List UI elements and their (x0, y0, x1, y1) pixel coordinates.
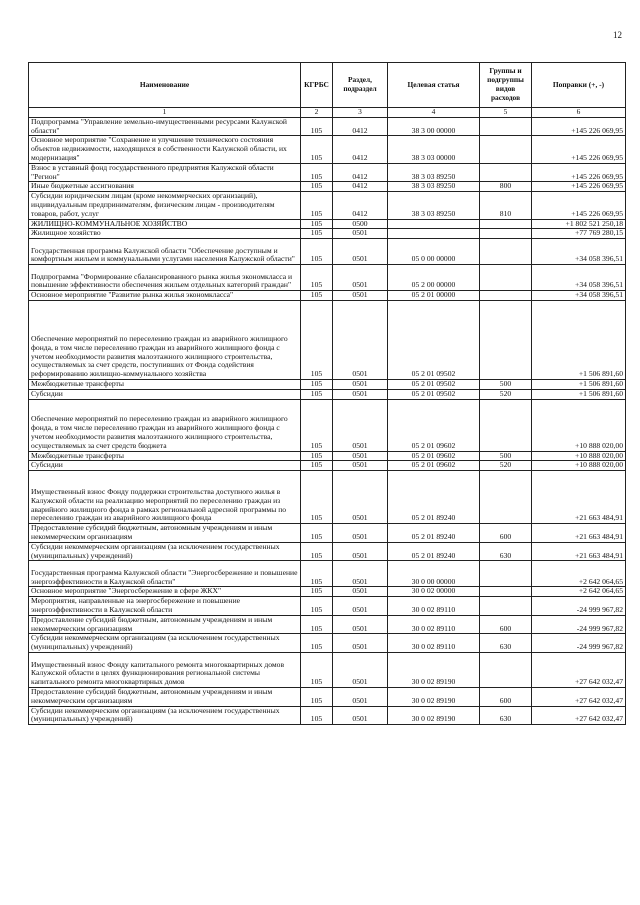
row-amount: +145 226 069,95 (532, 117, 626, 136)
row-kgrbs: 105 (301, 524, 333, 543)
row-target: 30 0 02 89110 (388, 597, 480, 616)
row-amount: +34 058 396,51 (532, 291, 626, 301)
row-section: 0501 (333, 239, 388, 265)
row-name: Субсидии (29, 461, 301, 471)
row-target: 05 2 01 09602 (388, 451, 480, 461)
row-amount: +1 506 891,60 (532, 300, 626, 379)
row-kgrbs: 105 (301, 687, 333, 706)
row-name: Подпрограмма "Формирование сбалансированного рынка жилья экономкласса и повышение эффективности обеспечения жильем отдельных категорий граждан" (29, 265, 301, 291)
row-kgrbs: 105 (301, 163, 333, 182)
column-number: 1 (29, 108, 301, 118)
row-name: Государственная программа Калужской области "Обеспечение доступным и комфортным жильем и коммунальными услугами населения Калужской области" (29, 239, 301, 265)
row-expense-group (480, 300, 532, 379)
row-expense-group: 630 (480, 634, 532, 653)
row-kgrbs: 105 (301, 542, 333, 561)
row-name: Мероприятия, направленные на энергосбережение и повышение энергоэффективности в Калужской области (29, 597, 301, 616)
row-expense-group: 800 (480, 182, 532, 192)
row-amount: +145 226 069,95 (532, 136, 626, 163)
row-amount: +27 642 032,47 (532, 687, 626, 706)
header-expense-group: Группы и подгруппы видов расходов (480, 63, 532, 108)
row-kgrbs: 105 (301, 561, 333, 587)
row-target: 30 0 02 89190 (388, 687, 480, 706)
table-row (29, 219, 626, 229)
row-expense-group: 500 (480, 379, 532, 389)
row-kgrbs: 105 (301, 229, 333, 239)
row-expense-group: 630 (480, 706, 532, 725)
row-kgrbs: 105 (301, 136, 333, 163)
row-section: 0412 (333, 192, 388, 219)
row-section: 0501 (333, 389, 388, 399)
row-target: 30 0 00 00000 (388, 561, 480, 587)
header-section: Раздел, подраздел (333, 63, 388, 108)
row-kgrbs: 105 (301, 379, 333, 389)
row-kgrbs: 105 (301, 239, 333, 265)
row-section: 0501 (333, 265, 388, 291)
column-number: 2 (301, 108, 333, 118)
table-row (29, 524, 626, 543)
row-section: 0501 (333, 524, 388, 543)
row-name: Основное мероприятие "Сохранение и улучшение технического состояния объектов недвижимости, находящихся в собственности Калужской области, их модернизация" (29, 136, 301, 163)
row-name: Предоставление субсидий бюджетным, автономным учреждениям и иным некоммерческим организациям (29, 687, 301, 706)
row-section: 0501 (333, 461, 388, 471)
row-section: 0501 (333, 471, 388, 524)
row-expense-group (480, 163, 532, 182)
row-name: Обеспечение мероприятий по переселению граждан из аварийного жилищного фонда, в том числе переселению граждан из аварийного жилищного фонда с учетом необходимости развития малоэтажного жилищного строительства, осуществляемых за счет средств, поступивших от Фонда содействия реформированию жилищно-коммунального хозяйства (29, 300, 301, 379)
row-target: 30 0 02 00000 (388, 587, 480, 597)
row-amount: +145 226 069,95 (532, 163, 626, 182)
row-expense-group (480, 597, 532, 616)
row-kgrbs: 105 (301, 706, 333, 725)
row-expense-group (480, 239, 532, 265)
row-name: Государственная программа Калужской области "Энергосбережение и повышение энергоэффективности в Калужской области" (29, 561, 301, 587)
row-amount: +34 058 396,51 (532, 239, 626, 265)
row-section: 0501 (333, 542, 388, 561)
row-expense-group: 520 (480, 389, 532, 399)
row-target: 05 2 01 09602 (388, 399, 480, 451)
row-kgrbs: 105 (301, 471, 333, 524)
table-row (29, 451, 626, 461)
row-kgrbs: 105 (301, 652, 333, 687)
row-section: 0412 (333, 163, 388, 182)
table-row (29, 706, 626, 725)
table-row (29, 163, 626, 182)
row-amount: +21 663 484,91 (532, 471, 626, 524)
row-expense-group (480, 265, 532, 291)
row-target: 05 2 01 09502 (388, 300, 480, 379)
row-expense-group: 810 (480, 192, 532, 219)
row-expense-group: 520 (480, 461, 532, 471)
header-kgrbs: КГРБС (301, 63, 333, 108)
table-row (29, 300, 626, 379)
row-target: 38 3 03 00000 (388, 136, 480, 163)
row-name: Субсидии юридическим лицам (кроме некоммерческих организаций), индивидуальным предпринимателям, физическим лицам - производителям товаров, работ, услуг (29, 192, 301, 219)
row-amount: +10 888 020,00 (532, 461, 626, 471)
row-kgrbs: 105 (301, 634, 333, 653)
row-target: 30 0 02 89110 (388, 615, 480, 634)
row-expense-group (480, 136, 532, 163)
row-section: 0501 (333, 379, 388, 389)
row-expense-group (480, 399, 532, 451)
table-row (29, 239, 626, 265)
row-target: 05 2 01 00000 (388, 291, 480, 301)
row-section: 0500 (333, 219, 388, 229)
row-amount: +21 663 484,91 (532, 542, 626, 561)
row-amount: -24 999 967,82 (532, 615, 626, 634)
row-target (388, 229, 480, 239)
row-target: 30 0 02 89110 (388, 634, 480, 653)
row-amount: +10 888 020,00 (532, 451, 626, 461)
row-kgrbs: 105 (301, 587, 333, 597)
row-name: Взнос в уставный фонд государственного предприятия Калужской области "Регион" (29, 163, 301, 182)
row-section: 0501 (333, 229, 388, 239)
header-row (29, 63, 626, 108)
header-target: Целевая статья (388, 63, 480, 108)
row-kgrbs: 105 (301, 291, 333, 301)
table-row (29, 399, 626, 451)
row-amount: +145 226 069,95 (532, 182, 626, 192)
table-row (29, 634, 626, 653)
row-section: 0501 (333, 634, 388, 653)
row-target: 30 0 02 89190 (388, 706, 480, 725)
row-kgrbs: 105 (301, 615, 333, 634)
row-amount: +145 226 069,95 (532, 192, 626, 219)
header-amendments: Поправки (+, -) (532, 63, 626, 108)
table-row (29, 561, 626, 587)
column-number: 4 (388, 108, 480, 118)
row-expense-group (480, 652, 532, 687)
row-name: ЖИЛИЩНО-КОММУНАЛЬНОЕ ХОЗЯЙСТВО (29, 219, 301, 229)
row-amount: +10 888 020,00 (532, 399, 626, 451)
row-name: Субсидии некоммерческим организациям (за исключением государственных (муниципальных) учреждений) (29, 542, 301, 561)
row-amount: -24 999 967,82 (532, 597, 626, 616)
row-section: 0412 (333, 136, 388, 163)
row-amount: +27 642 032,47 (532, 706, 626, 725)
page-number: 12 (613, 30, 622, 40)
row-section: 0501 (333, 587, 388, 597)
row-expense-group: 630 (480, 542, 532, 561)
row-target (388, 219, 480, 229)
table-body (29, 117, 626, 724)
row-expense-group (480, 229, 532, 239)
row-target: 05 2 01 89240 (388, 471, 480, 524)
row-kgrbs: 105 (301, 219, 333, 229)
row-kgrbs: 105 (301, 182, 333, 192)
row-amount: +34 058 396,51 (532, 265, 626, 291)
row-amount: +77 769 280,15 (532, 229, 626, 239)
row-expense-group (480, 117, 532, 136)
table-row (29, 192, 626, 219)
row-amount: +1 506 891,60 (532, 379, 626, 389)
row-section: 0501 (333, 300, 388, 379)
table-row (29, 229, 626, 239)
row-amount: +2 642 064,65 (532, 587, 626, 597)
row-target: 05 2 00 00000 (388, 265, 480, 291)
table-row (29, 652, 626, 687)
row-amount: +1 506 891,60 (532, 389, 626, 399)
table-row (29, 389, 626, 399)
row-section: 0501 (333, 706, 388, 725)
row-expense-group (480, 219, 532, 229)
row-name: Субсидии (29, 389, 301, 399)
row-kgrbs: 105 (301, 192, 333, 219)
row-name: Предоставление субсидий бюджетным, автономным учреждениям и иным некоммерческим организациям (29, 524, 301, 543)
table-row (29, 379, 626, 389)
row-expense-group: 500 (480, 451, 532, 461)
row-section: 0501 (333, 652, 388, 687)
row-name: Основное мероприятие "Энергосбережение в сфере ЖКХ" (29, 587, 301, 597)
row-amount: +2 642 064,65 (532, 561, 626, 587)
row-kgrbs: 105 (301, 300, 333, 379)
row-amount: +1 802 521 250,18 (532, 219, 626, 229)
column-number-row (29, 108, 626, 118)
row-name: Жилищное хозяйство (29, 229, 301, 239)
header-name: Наименование (29, 63, 301, 108)
row-expense-group: 600 (480, 615, 532, 634)
row-target: 05 2 01 09502 (388, 379, 480, 389)
row-name: Иные бюджетные ассигнования (29, 182, 301, 192)
row-expense-group (480, 471, 532, 524)
row-target: 38 3 00 00000 (388, 117, 480, 136)
row-name: Основное мероприятие "Развитие рынка жилья экономкласса" (29, 291, 301, 301)
row-name: Имущественный взнос Фонду поддержки строительства доступного жилья в Калужской области на реализацию мероприятий по переселению граждан из аварийного жилищного фонда в рамках региональной адресной программы по переселению граждан из аварийного жилищного фонда (29, 471, 301, 524)
row-kgrbs: 105 (301, 451, 333, 461)
column-number: 6 (532, 108, 626, 118)
table-row (29, 291, 626, 301)
row-kgrbs: 105 (301, 117, 333, 136)
row-target: 05 2 01 09602 (388, 461, 480, 471)
row-section: 0501 (333, 291, 388, 301)
row-amount: +21 663 484,91 (532, 524, 626, 543)
row-kgrbs: 105 (301, 597, 333, 616)
row-section: 0501 (333, 687, 388, 706)
row-kgrbs: 105 (301, 461, 333, 471)
row-expense-group (480, 587, 532, 597)
budget-table (28, 62, 626, 725)
row-section: 0501 (333, 561, 388, 587)
table-row (29, 542, 626, 561)
row-target: 05 2 01 89240 (388, 542, 480, 561)
row-target: 38 3 03 89250 (388, 192, 480, 219)
table-row (29, 597, 626, 616)
table-row (29, 615, 626, 634)
table-row (29, 265, 626, 291)
row-section: 0501 (333, 615, 388, 634)
table-row (29, 687, 626, 706)
row-target: 38 3 03 89250 (388, 163, 480, 182)
row-expense-group: 600 (480, 524, 532, 543)
row-target: 05 2 01 89240 (388, 524, 480, 543)
row-target: 38 3 03 89250 (388, 182, 480, 192)
row-amount: +27 642 032,47 (532, 652, 626, 687)
row-kgrbs: 105 (301, 399, 333, 451)
row-section: 0501 (333, 451, 388, 461)
row-expense-group (480, 561, 532, 587)
table-row (29, 136, 626, 163)
table-row (29, 461, 626, 471)
row-target: 05 2 01 09502 (388, 389, 480, 399)
row-target: 05 0 00 00000 (388, 239, 480, 265)
row-section: 0501 (333, 597, 388, 616)
row-name: Предоставление субсидий бюджетным, автономным учреждениям и иным некоммерческим организациям (29, 615, 301, 634)
row-name: Субсидии некоммерческим организациям (за исключением государственных (муниципальных) учреждений) (29, 634, 301, 653)
row-name: Межбюджетные трансферты (29, 379, 301, 389)
row-kgrbs: 105 (301, 265, 333, 291)
table-row (29, 117, 626, 136)
row-name: Субсидии некоммерческим организациям (за исключением государственных (муниципальных) учреждений) (29, 706, 301, 725)
row-kgrbs: 105 (301, 389, 333, 399)
row-name: Подпрограмма "Управление земельно-имущественными ресурсами Калужской области" (29, 117, 301, 136)
row-name: Межбюджетные трансферты (29, 451, 301, 461)
row-expense-group (480, 291, 532, 301)
row-name: Обеспечение мероприятий по переселению граждан из аварийного жилищного фонда, в том числе переселению граждан из аварийного жилищного фонда с учетом необходимости развития малоэтажного жилищного строительства, осуществляемых за счет средств бюджета (29, 399, 301, 451)
table-row (29, 471, 626, 524)
row-expense-group: 600 (480, 687, 532, 706)
row-section: 0501 (333, 399, 388, 451)
row-section: 0412 (333, 182, 388, 192)
row-name: Имущественный взнос Фонду капитального ремонта многоквартирных домов Калужской области в целях функционирования региональной системы капитального ремонта многоквартирных домов (29, 652, 301, 687)
row-amount: -24 999 967,82 (532, 634, 626, 653)
column-number: 5 (480, 108, 532, 118)
row-target: 30 0 02 89190 (388, 652, 480, 687)
row-section: 0412 (333, 117, 388, 136)
column-number: 3 (333, 108, 388, 118)
